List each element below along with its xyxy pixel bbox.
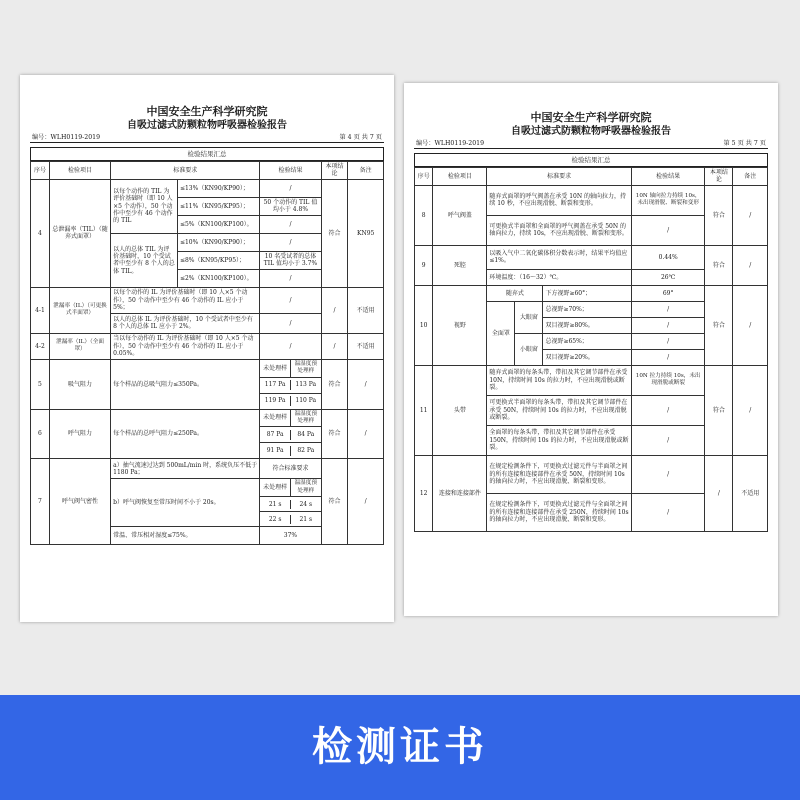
table-row: 11 头带 随弃式面罩的每条头带，带扣及其它调节部件在承受 10N，持续时间 10s 的拉力时，不应出现滑脱或断裂。 10N 拉力持续 10s，未出现滑脱或断裂 符合 /	[415, 365, 768, 395]
table-row: 7 呼气阀气密性 a）抽气流速过达到 500mL/min 时，系统负压不低于 1180 Pa； 符合标准要求 符合 /	[31, 459, 384, 479]
summary-title: 检验结果汇总	[414, 153, 768, 167]
report-number: 编号：WLH0119-2019	[32, 134, 101, 141]
table-row: 6 呼气阻力 每个样品的总呼气阻力≤250Pa。 未处理样 温湿度预处理样 符合 /	[31, 409, 384, 427]
table-row: 5 吸气阻力 每个样品的总吸气阻力≤350Pa。 未处理样 温湿度预处理样 符合 /	[31, 359, 384, 377]
table-row: 以人的总体 TIL 为评价基础时，10 个受试者中至少有 8 个人的总体 TIL。 ≤10%（KN90/KP90）； /	[31, 233, 384, 251]
table-header-row: 序号 检验项目 标准要求 检验结果 本项结论 备注	[415, 168, 768, 186]
report-page-4	[20, 75, 394, 622]
table-row: ≤8%（KN95/KP95）； 10 名受试者的总体 TIL 值均小于 3.7%	[31, 251, 384, 269]
table-row: ≤5%（KN100/KP100）。 /	[31, 215, 384, 233]
table-row: 环境温度：（16～32）℃。 26℃	[415, 269, 768, 285]
results-table	[30, 161, 384, 545]
bottom-banner	[0, 695, 800, 800]
header-result: 检验结果	[260, 162, 321, 180]
summary-title: 检验结果汇总	[30, 147, 384, 161]
header-conclusion: 本项结论	[321, 162, 348, 180]
table-row: 全面罩 大眼窗 总视野≥70%； /	[415, 301, 768, 317]
header-remark: 备注	[348, 162, 384, 180]
table-row: 12 连接和连接部件 在规定检测条件下，可更换式过滤元件与半面罩之间的所有连接和连接部件在承受 50N，持续时间 10s 的轴向拉力时，不应出现滑脱、断裂和变形。 / / 不适用	[415, 455, 768, 493]
table-row: 在规定检测条件下，可更换式过滤元件与全面罩之间的所有连接和连接部件在承受 250N，持续时间 10s 的轴向拉力时，不应出现滑脱、断裂和变形。 /	[415, 493, 768, 531]
banner-title: 检测证书	[312, 724, 488, 770]
table-row: 可更换式半面罩的每条头带，带扣及其它调节部件在承受 50N，持续时间 10s 的拉力时，不应出现滑脱或断裂。 /	[415, 395, 768, 425]
table-row: 双目视野≥80%。 /	[415, 317, 768, 333]
table-row: ≤11%（KN95/KP95）； 50 个动作的 TIL 值均小于 4.8%	[31, 197, 384, 215]
table-row: 119 Pa 110 Pa	[31, 393, 384, 409]
table-row: 以人的总体 IL 为评价基础时，10 个受试者中至少有 8 个人的总体 IL 应小于 2%。 /	[31, 313, 384, 333]
table-header-row	[31, 162, 384, 180]
table-row: 9 死腔 以吸入气中二氧化碳体积分数表示时，结果平均值应≤1%。 0.44% 符合 /	[415, 245, 768, 269]
table-row: 全面罩的每条头带，带扣及其它调节部件在承受 150N，持续时间 10s 的拉力时，不应出现滑脱或断裂。 /	[415, 425, 768, 455]
report-meta	[414, 138, 768, 149]
report-title: 自吸过滤式防颗粒物呼吸器检验报告	[127, 120, 287, 131]
table-row: 87 Pa 84 Pa	[31, 427, 384, 443]
table-row: 22 s 21 s	[31, 512, 384, 527]
report-number: 编号：WLH0119-2019	[416, 140, 485, 147]
table-row: ≤2%（KN100/KP100）。 /	[31, 269, 384, 287]
table-row: 4 总泄漏率（TIL）（随弃式面罩） 以每个动作的 TIL 为评价基础时（即 10 人×5 个动作），50 个动作中至少有 46 个动作的 TIL ≤13%（KN90/KP90）； / 符合 KN95	[31, 179, 384, 197]
table-row: b）呼气阀恢复至常压时间不小于 20s。 未处理样 温湿度预处理样	[31, 479, 384, 497]
table-row: 91 Pa 82 Pa	[31, 443, 384, 459]
header-seq: 序号	[31, 162, 50, 180]
table-row: 117 Pa 113 Pa	[31, 377, 384, 393]
table-row: 可更换式半面罩和全面罩的呼气阀盖在承受 50N 的轴向拉力，持续 10s，不应出现滑脱、断裂和变形。 /	[415, 215, 768, 245]
header-requirement: 标准要求	[111, 162, 260, 180]
table-row: 小眼窗 总视野≥65%； /	[415, 333, 768, 349]
table-row: 10 视野 随弃式 下方视野≥60°； 69° 符合 /	[415, 285, 768, 301]
table-row: 4-2 泄漏率（IL）（全面罩） 当以每个动作的 IL 为评价基础时（即 10 人×5 个动作），50 个动作中至少有 46 个动作的 IL 应小于 0.05%。 / / 不适用	[31, 333, 384, 359]
table-row: 常温、常压相对湿度≤75%。 37%	[31, 527, 384, 545]
page-number: 第 5 页 共 7 页	[723, 140, 766, 147]
results-table	[414, 167, 768, 532]
report-title: 自吸过滤式防颗粒物呼吸器检验报告	[511, 126, 671, 137]
page-number: 第 4 页 共 7 页	[339, 134, 382, 141]
report-page-5	[404, 83, 778, 616]
table-row: 21 s 24 s	[31, 497, 384, 512]
table-row: 双目视野≥20%。 /	[415, 349, 768, 365]
institute-name: 中国安全生产科学研究院	[530, 111, 652, 124]
table-row: 4-1 泄漏率（IL）（可更换式半面罩） 以每个动作的 IL 为评价基础时（即 10 人×5 个动作），50 个动作中至少有 46 个动作的 IL 应小于 5%； / / 不适用	[31, 287, 384, 313]
table-row: 8 呼气阀盖 随弃式面罩的呼气阀盖在承受 10N 的轴向拉力，持续 10 秒，不应出现滑脱、断裂和变形。 10N 轴向拉力持续 10s，未出现滑脱、断裂和变形 符合 /	[415, 185, 768, 215]
report-meta	[30, 132, 384, 143]
institute-name: 中国安全生产科学研究院	[146, 105, 268, 118]
header-item: 检验项目	[49, 162, 110, 180]
